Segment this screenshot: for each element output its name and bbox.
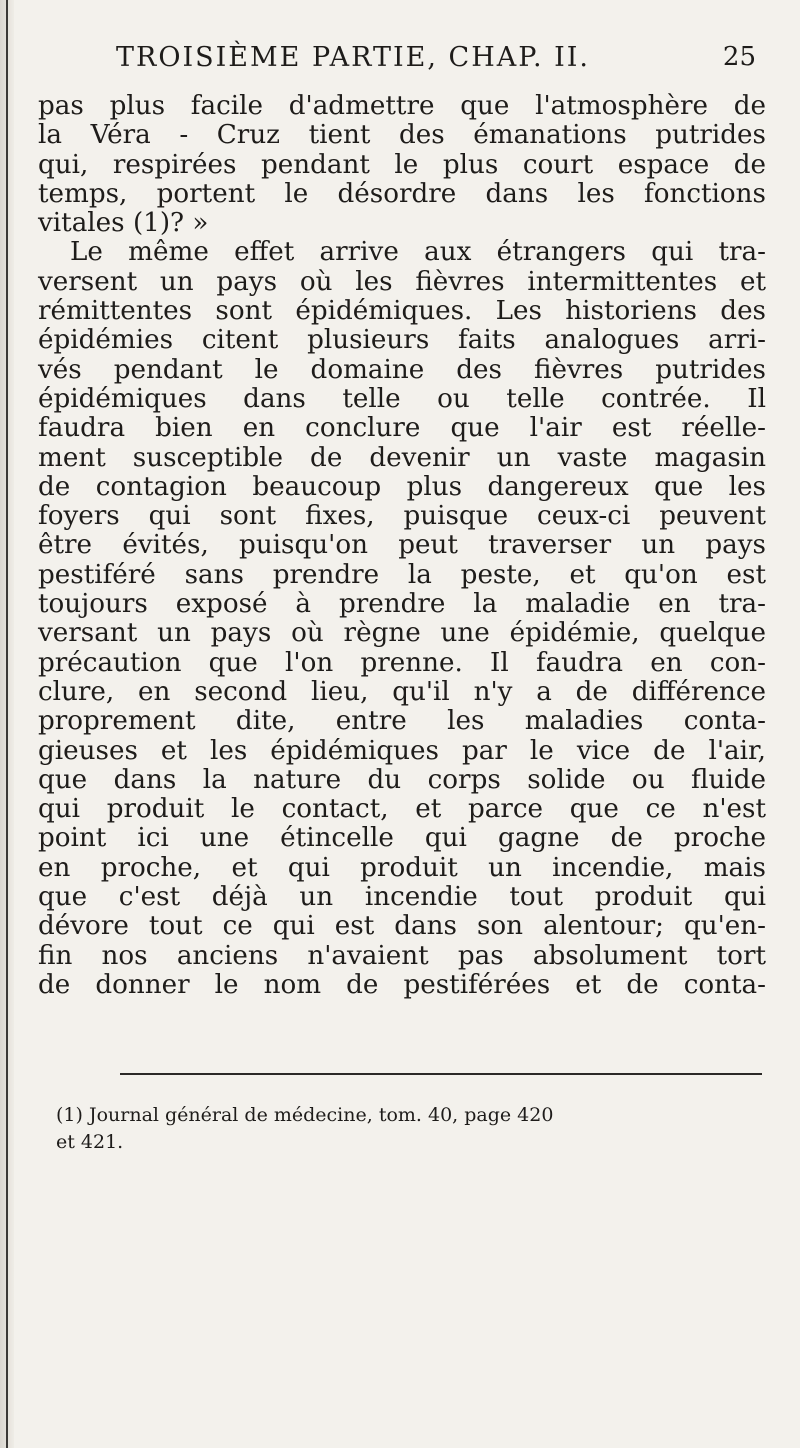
text-line: pas plus facile d'admettre que l'atmosphère de: [38, 91, 766, 121]
running-head: TROISIÈME PARTIE, CHAP. II.: [116, 42, 591, 73]
footnote-line: et 421.: [56, 1131, 124, 1153]
text-line: toujours exposé à prendre la maladie en tra-: [38, 589, 766, 620]
text-line: précaution que l'on prenne. Il faudra en con-: [38, 647, 766, 678]
text-line: point ici une étincelle qui gagne de proche: [38, 823, 766, 854]
binding-gutter: [0, 0, 14, 1448]
text-line: épidémies citent plusieurs faits analogues arri-: [38, 325, 766, 356]
text-line: qui, respirées pendant le plus court espace de: [38, 149, 766, 180]
page-header: [116, 42, 756, 82]
text-line: faudra bien en conclure que l'air est réelle-: [38, 413, 766, 444]
footnote-line: (1) Journal général de médecine, tom. 40, page 420: [56, 1104, 554, 1126]
text-line: pestiféré sans prendre la peste, et qu'on est: [38, 559, 766, 590]
text-line: vitales (1)? »: [38, 208, 209, 239]
text-line: ment susceptible de devenir un vaste magasin: [38, 442, 766, 473]
binding-edge-line: [6, 0, 8, 1448]
footnote: [56, 1102, 756, 1156]
text-line: rémittentes sont épidémiques. Les historiens des: [38, 296, 766, 327]
text-line: que dans la nature du corps solide ou fluide: [38, 764, 766, 795]
text-line: proprement dite, entre les maladies conta-: [38, 706, 766, 737]
text-line: versent un pays où les fièvres intermittentes et: [38, 266, 766, 297]
text-line: en proche, et qui produit un incendie, mais: [38, 852, 766, 883]
text-line: fin nos anciens n'avaient pas absolument tort: [38, 940, 766, 971]
text-line: temps, portent le désordre dans les fonctions: [38, 178, 766, 209]
text-line: qui produit le contact, et parce que ce n'est: [38, 794, 766, 825]
text-line: gieuses et les épidémiques par le vice de l'air,: [38, 735, 766, 766]
text-line: clure, en second lieu, qu'il n'y a de différence: [38, 676, 766, 707]
text-line: dévore tout ce qui est dans son alentour; qu'en-: [38, 911, 766, 942]
text-line: de donner le nom de pestiférées et de conta-: [38, 969, 766, 1000]
text-line: de contagion beaucoup plus dangereux que les: [38, 471, 766, 502]
page-number: 25: [722, 42, 756, 72]
text-line: vés pendant le domaine des fièvres putrides: [38, 354, 766, 385]
footnote-rule: [120, 1073, 762, 1075]
body-text: [38, 92, 766, 1000]
text-line: être évités, puisqu'on peut traverser un pays: [38, 530, 766, 561]
text-line: que c'est déjà un incendie tout produit qui: [38, 882, 766, 913]
text-line: Le même effet arrive aux étrangers qui tra-: [70, 237, 766, 268]
text-line: versant un pays où règne une épidémie, quelque: [38, 618, 766, 649]
text-line: épidémiques dans telle ou telle contrée. Il: [38, 383, 766, 414]
text-line: foyers qui sont fixes, puisque ceux-ci peuvent: [38, 501, 766, 532]
text-line: la Véra - Cruz tient des émanations putrides: [38, 120, 766, 151]
